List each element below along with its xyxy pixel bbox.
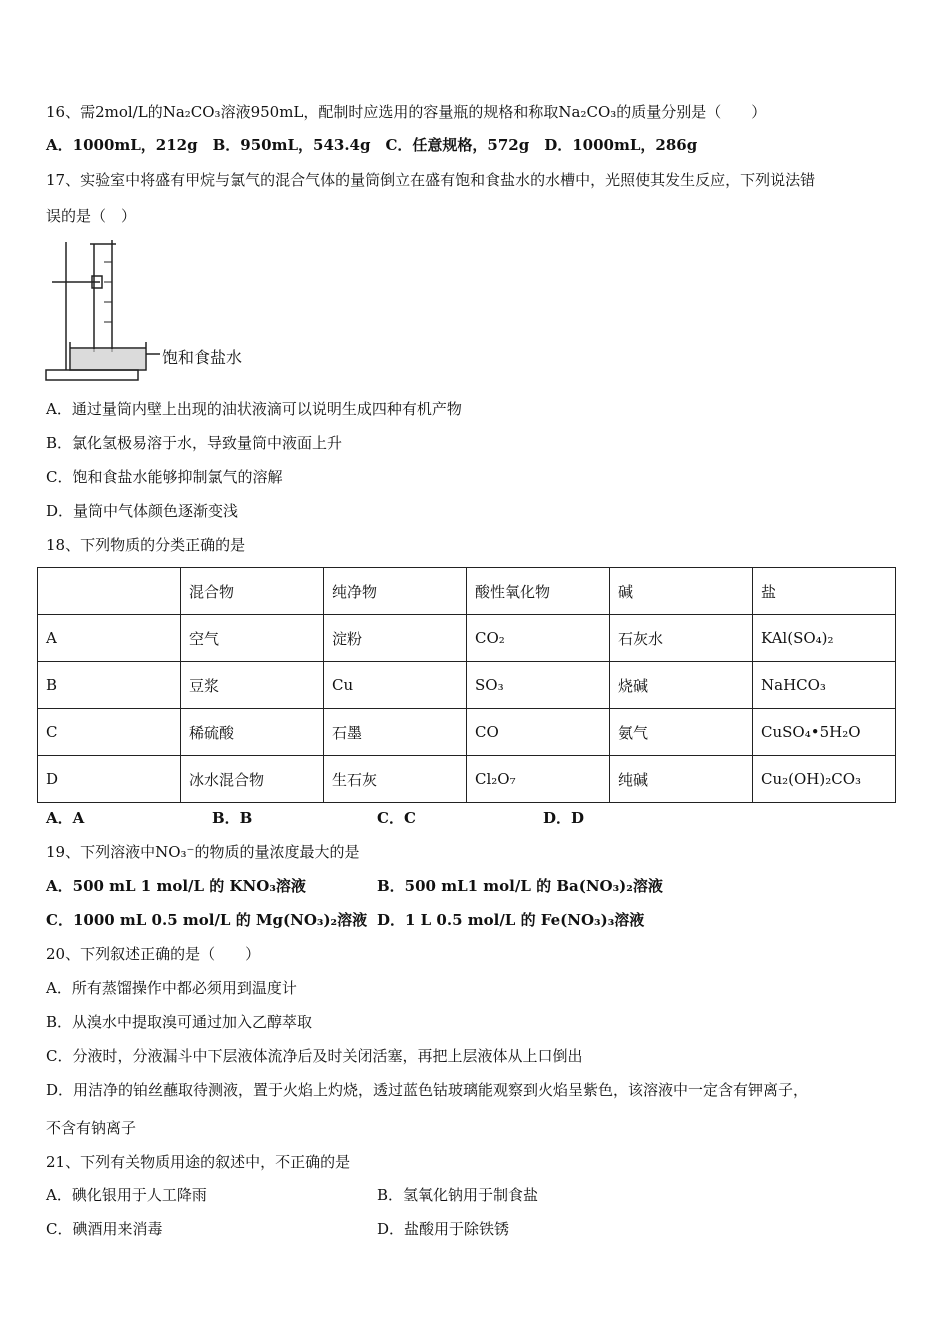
q20-option-d-cont: 不含有钠离子 (46, 1119, 137, 1137)
q19-option-d: D．1 L 0.5 mol/L 的 Fe(NO₃)₃溶液 (377, 911, 645, 929)
q16-stem: 16、需2mol/L的Na₂CO₃溶液950mL，配制时应选用的容量瓶的规格和称取Na₂CO₃的质量分别是（ ） (46, 103, 767, 121)
q21-option-c: C．碘酒用来消毒 (46, 1220, 163, 1238)
table-cell: D (38, 756, 181, 803)
table-header (38, 568, 181, 615)
q20-option-a: A．所有蒸馏操作中都必须用到温度计 (46, 979, 297, 997)
q21-stem: 21、下列有关物质用途的叙述中，不正确的是 (46, 1153, 351, 1171)
table-cell: Cu₂(OH)₂CO₃ (753, 756, 896, 803)
q18-option-d: D．D (543, 809, 585, 827)
table-cell: NaHCO₃ (753, 662, 896, 709)
classification-table (37, 567, 896, 803)
q20-option-b: B．从溴水中提取溴可通过加入乙醇萃取 (46, 1013, 313, 1031)
q20-stem: 20、下列叙述正确的是（ ） (46, 945, 261, 963)
table-cell: Cl₂O₇ (467, 756, 610, 803)
table-cell: 淀粉 (324, 615, 467, 662)
table-row (38, 756, 896, 803)
table-cell: CO₂ (467, 615, 610, 662)
table-header: 纯净物 (324, 568, 467, 615)
q20-option-d: D．用洁净的铂丝蘸取待测液，置于火焰上灼烧，透过蓝色钴玻璃能观察到火焰呈紫色，该溶液中一定含有钾离子， (46, 1081, 809, 1099)
q18-stem: 18、下列物质的分类正确的是 (46, 536, 246, 554)
q18-option-b: B．B (212, 809, 253, 827)
q16-options: A．1000mL，212g B．950mL，543.4g C．任意规格，572g D．1000mL，286g (46, 136, 698, 154)
table-cell: 石灰水 (610, 615, 753, 662)
table-cell: CO (467, 709, 610, 756)
q17-option-c: C．饱和食盐水能够抑制氯气的溶解 (46, 468, 283, 486)
table-header-row (38, 568, 896, 615)
table-cell: 稀硫酸 (181, 709, 324, 756)
table-row (38, 615, 896, 662)
table-cell: 冰水混合物 (181, 756, 324, 803)
q21-option-d: D．盐酸用于除铁锈 (377, 1220, 510, 1238)
table-row (38, 662, 896, 709)
table-header: 混合物 (181, 568, 324, 615)
table-header: 碱 (610, 568, 753, 615)
q17-stem: 17、实验室中将盛有甲烷与氯气的混合气体的量筒倒立在盛有饱和食盐水的水槽中，光照使其发生反应，下列说法错 (46, 171, 816, 189)
table-header: 酸性氧化物 (467, 568, 610, 615)
apparatus-figure (42, 232, 272, 391)
q17-option-a: A．通过量筒内壁上出现的油状液滴可以说明生成四种有机产物 (46, 400, 462, 418)
table-cell: 豆浆 (181, 662, 324, 709)
table-cell: 纯碱 (610, 756, 753, 803)
table-cell: A (38, 615, 181, 662)
q17-option-b: B．氯化氢极易溶于水，导致量筒中液面上升 (46, 434, 343, 452)
q19-option-c: C．1000 mL 0.5 mol/L 的 Mg(NO₃)₂溶液 (46, 911, 368, 929)
table-cell: SO₃ (467, 662, 610, 709)
table-cell: 空气 (181, 615, 324, 662)
table-cell: 烧碱 (610, 662, 753, 709)
q18-option-c: C．C (377, 809, 416, 827)
table-cell: Cu (324, 662, 467, 709)
q19-option-b: B．500 mL1 mol/L 的 Ba(NO₃)₂溶液 (377, 877, 663, 895)
q17-stem-cont: 误的是（ ） (46, 207, 137, 225)
table-cell: 氨气 (610, 709, 753, 756)
table-header: 盐 (753, 568, 896, 615)
table-cell: 生石灰 (324, 756, 467, 803)
table-cell: CuSO₄•5H₂O (753, 709, 896, 756)
table-cell: C (38, 709, 181, 756)
q19-option-a: A．500 mL 1 mol/L 的 KNO₃溶液 (46, 877, 306, 895)
table-cell: KAl(SO₄)₂ (753, 615, 896, 662)
table-cell: 石墨 (324, 709, 467, 756)
q19-stem: 19、下列溶液中NO₃⁻的物质的量浓度最大的是 (46, 843, 360, 861)
table-cell: B (38, 662, 181, 709)
q17-option-d: D．量筒中气体颜色逐渐变浅 (46, 502, 239, 520)
q21-option-b: B．氢氧化钠用于制食盐 (377, 1186, 539, 1204)
q20-option-c: C．分液时，分液漏斗中下层液体流净后及时关闭活塞，再把上层液体从上口倒出 (46, 1047, 583, 1065)
table-row (38, 709, 896, 756)
q18-option-a: A．A (46, 809, 85, 827)
q21-option-a: A．碘化银用于人工降雨 (46, 1186, 207, 1204)
figure-label: 饱和食盐水 (162, 348, 243, 367)
